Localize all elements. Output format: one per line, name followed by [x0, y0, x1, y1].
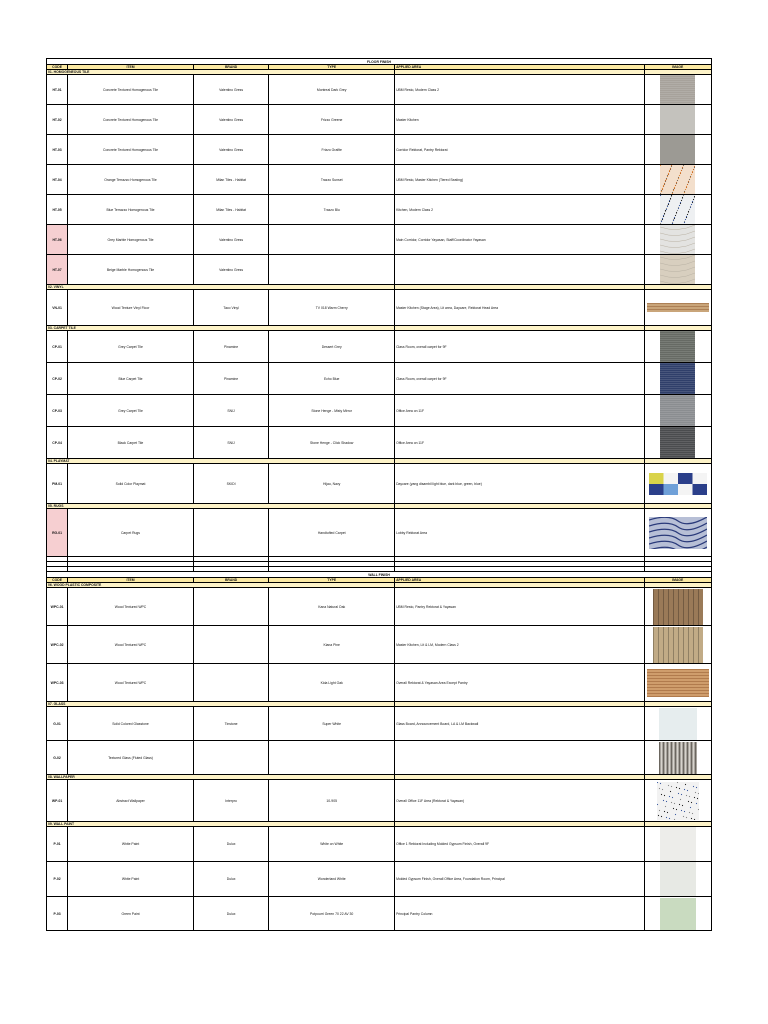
cell-code: P-03: [47, 897, 68, 931]
cell-applied-area: Office 1 Rektorat Including Molded Gypsum Finish, Overall 9F: [395, 827, 644, 862]
schedule-row: [47, 897, 712, 931]
cell-type: Kana Natural Oak: [269, 588, 395, 626]
cell-image: [644, 862, 711, 897]
cell-type: TV 018 Warm Cherry: [269, 290, 395, 326]
schedule-row: [47, 464, 712, 504]
cell-code: G-02: [47, 741, 68, 775]
material-swatch-image: [647, 669, 709, 697]
category-label: 02. VINYL: [47, 285, 395, 290]
header-area: APPLIED AREA: [395, 65, 644, 70]
cell-item: Solid Color Playmat: [68, 464, 194, 504]
cell-brand: Valentino Gress: [193, 255, 268, 285]
schedule-row: [47, 135, 712, 165]
cell-type: Dessert Grey: [269, 331, 395, 363]
material-swatch-image: [660, 363, 695, 394]
cell-image: [644, 331, 711, 363]
cell-item: Wood Textured WPC: [68, 626, 194, 664]
header-item: ITEM: [68, 65, 194, 70]
cell-brand: Milan Tiles - Habitat: [193, 165, 268, 195]
cell-code: WPC-02: [47, 626, 68, 664]
cell-brand: Interpro: [193, 780, 268, 822]
cell-type: Frizzo Greene: [269, 105, 395, 135]
cell-applied-area: Overall Office 11F Area (Rektorat & Yayasan): [395, 780, 644, 822]
cell-brand: [193, 509, 268, 557]
cell-item: Blue Carpet Tile: [68, 363, 194, 395]
category-label: 05. RUGS: [47, 504, 395, 509]
cell-applied-area: Office Area on 11F: [395, 427, 644, 459]
cell-code: RG-01: [47, 509, 68, 557]
cell-type: Stone Henge - Click Shadow: [269, 427, 395, 459]
cell-type: Wonderland White: [269, 862, 395, 897]
cell-applied-area: UBM Resto, Master Kitchen (Tiered Seating): [395, 165, 644, 195]
material-swatch-image: [653, 589, 703, 625]
material-swatch-image: [649, 517, 707, 549]
material-swatch-image: [647, 303, 709, 312]
material-swatch-image: [649, 473, 707, 495]
cell-type: 10-905: [269, 780, 395, 822]
cell-image: [644, 105, 711, 135]
cell-image: [644, 225, 711, 255]
header-type: TYPE: [269, 578, 395, 583]
cell-image: [644, 135, 711, 165]
category-label: 03. CARPET TILE: [47, 326, 395, 331]
cell-applied-area: Kitchen, Modern Class 2: [395, 195, 644, 225]
cell-brand: Tinstone: [193, 707, 268, 741]
schedule-row: [47, 331, 712, 363]
category-label: 07. GLASS: [47, 702, 395, 707]
cell-type: Montreal Dark Grey: [269, 75, 395, 105]
cell-image: [644, 827, 711, 862]
cell-item: White Paint: [68, 827, 194, 862]
cell-code: HT-01: [47, 75, 68, 105]
cell-brand: Dulux: [193, 862, 268, 897]
cell-code: CP-02: [47, 363, 68, 395]
header-item: ITEM: [68, 578, 194, 583]
cell-image: [644, 780, 711, 822]
material-swatch-image: [660, 898, 696, 930]
category-label: 08. WALLPAPER: [47, 775, 395, 780]
cell-image: [644, 75, 711, 105]
schedule-row: [47, 588, 712, 626]
cell-code: HT-07: [47, 255, 68, 285]
cell-image: [644, 626, 711, 664]
cell-code: CP-04: [47, 427, 68, 459]
cell-brand: [193, 741, 268, 775]
schedule-row: [47, 255, 712, 285]
material-swatch-image: [660, 862, 696, 896]
material-swatch-image: [660, 165, 695, 194]
cell-image: [644, 509, 711, 557]
category-label: 01. HOMOGENEOUS TILE: [47, 70, 395, 75]
cell-image: [644, 464, 711, 504]
cell-item: Concrete Textured Homogenous Tile: [68, 105, 194, 135]
wall-finish-title-text: WALL FINISH: [47, 572, 712, 578]
finish-schedule-sheet: [46, 58, 712, 931]
category-label: 09. WALL PAINT: [47, 822, 395, 827]
cell-applied-area: [395, 255, 644, 285]
material-swatch-image: [660, 135, 695, 164]
cell-type: Kida Light Oak: [269, 664, 395, 702]
material-swatch-image: [657, 782, 699, 820]
cell-code: HT-02: [47, 105, 68, 135]
cell-item: Solid Colored Glasstone: [68, 707, 194, 741]
cell-applied-area: Class Room, overall carpet for 9F: [395, 363, 644, 395]
cell-code: VN-01: [47, 290, 68, 326]
material-swatch-image: [660, 427, 695, 458]
cell-type: Trazzo Sunset: [269, 165, 395, 195]
schedule-row: [47, 75, 712, 105]
material-swatch-image: [653, 627, 703, 663]
cell-code: HT-06: [47, 225, 68, 255]
header-code: CODE: [47, 65, 68, 70]
cell-image: [644, 707, 711, 741]
schedule-row: [47, 427, 712, 459]
cell-item: Concrete Textured Homogenous Tile: [68, 75, 194, 105]
cell-brand: Valentino Gress: [193, 135, 268, 165]
cell-image: [644, 741, 711, 775]
cell-image: [644, 195, 711, 225]
cell-brand: [193, 626, 268, 664]
cell-item: Beige Marble Homogenous Tile: [68, 255, 194, 285]
cell-code: WP-01: [47, 780, 68, 822]
cell-brand: Pinamine: [193, 331, 268, 363]
schedule-row: [47, 509, 712, 557]
cell-applied-area: UBM Resto, Modern Class 2: [395, 75, 644, 105]
cell-item: Grey Carpet Tile: [68, 331, 194, 363]
header-type: TYPE: [269, 65, 395, 70]
cell-item: White Paint: [68, 862, 194, 897]
cell-brand: Valentino Gress: [193, 105, 268, 135]
cell-image: [644, 897, 711, 931]
schedule-row: [47, 225, 712, 255]
cell-brand: Dulux: [193, 827, 268, 862]
cell-item: Textured Glass (Fluted Glass): [68, 741, 194, 775]
cell-applied-area: [395, 741, 644, 775]
cell-item: Grey Marble Homogenous Tile: [68, 225, 194, 255]
cell-type: Super White: [269, 707, 395, 741]
cell-type: [269, 225, 395, 255]
cell-type: Handtufted Carpet: [269, 509, 395, 557]
cell-item: Wood Textured WPC: [68, 588, 194, 626]
cell-applied-area: Office Area on 11F: [395, 395, 644, 427]
header-code: CODE: [47, 578, 68, 583]
cell-code: HT-05: [47, 195, 68, 225]
schedule-row: [47, 195, 712, 225]
cell-item: Orange Terrazzo Homogenous Tile: [68, 165, 194, 195]
cell-type: Frizzo Grafite: [269, 135, 395, 165]
schedule-row: [47, 165, 712, 195]
cell-applied-area: Daycare (yang disambil light blue, dark blue, green, blue): [395, 464, 644, 504]
material-swatch-image: [660, 225, 695, 254]
cell-image: [644, 255, 711, 285]
cell-code: P-01: [47, 827, 68, 862]
finish-schedule-table: [46, 58, 712, 931]
schedule-row: [47, 363, 712, 395]
cell-applied-area: Overall Rektorat & Yayasan Area Except Pantry: [395, 664, 644, 702]
cell-brand: [193, 664, 268, 702]
cell-applied-area: Master Kitchen, Lit & LM, Modern Class 2: [395, 626, 644, 664]
cell-item: Carpet Rugs: [68, 509, 194, 557]
cell-code: G-01: [47, 707, 68, 741]
cell-brand: SNIJ: [193, 427, 268, 459]
schedule-row: [47, 290, 712, 326]
cell-code: PM-01: [47, 464, 68, 504]
cell-brand: SKIDI: [193, 464, 268, 504]
cell-type: Echo Blue: [269, 363, 395, 395]
schedule-row: [47, 395, 712, 427]
schedule-row: [47, 780, 712, 822]
cell-code: P-02: [47, 862, 68, 897]
cell-code: WPC-03: [47, 664, 68, 702]
category-label: 06. WOOD PLASTIC COMPOSITE: [47, 583, 395, 588]
material-swatch-image: [660, 827, 696, 861]
cell-applied-area: UBM Resto, Pantry Rektorat & Yayasan: [395, 588, 644, 626]
material-swatch-image: [659, 708, 697, 740]
cell-code: HT-04: [47, 165, 68, 195]
cell-brand: Taco Vinyl: [193, 290, 268, 326]
material-swatch-image: [660, 75, 695, 104]
cell-type: Trazzo Blu: [269, 195, 395, 225]
header-brand: BRAND: [193, 578, 268, 583]
cell-type: Potpourri Green 70 22 AV 30: [269, 897, 395, 931]
schedule-row: [47, 741, 712, 775]
cell-brand: SNIJ: [193, 395, 268, 427]
cell-image: [644, 588, 711, 626]
cell-image: [644, 427, 711, 459]
cell-image: [644, 290, 711, 326]
cell-type: [269, 741, 395, 775]
material-swatch-image: [660, 195, 695, 224]
header-image: IMAGE: [644, 578, 711, 583]
cell-image: [644, 664, 711, 702]
cell-applied-area: Glass Board, Announcement Board, LA & LM Backwall: [395, 707, 644, 741]
cell-applied-area: Master Kitchen: [395, 105, 644, 135]
cell-item: Wood Textured WPC: [68, 664, 194, 702]
cell-brand: Pinamine: [193, 363, 268, 395]
header-brand: BRAND: [193, 65, 268, 70]
schedule-row: [47, 827, 712, 862]
category-label: 04. PLAYMAT: [47, 459, 395, 464]
cell-item: Green Paint: [68, 897, 194, 931]
floor-finish-title-text: FLOOR FINISH: [47, 59, 712, 65]
cell-type: Kiana Pine: [269, 626, 395, 664]
cell-applied-area: Class Room, overall carpet for 9F: [395, 331, 644, 363]
cell-type: Stone Henge - Misty Mirror: [269, 395, 395, 427]
material-swatch-image: [660, 331, 695, 362]
cell-brand: Dulux: [193, 897, 268, 931]
cell-type: White on White: [269, 827, 395, 862]
material-swatch-image: [660, 255, 695, 284]
cell-code: CP-01: [47, 331, 68, 363]
cell-image: [644, 395, 711, 427]
cell-applied-area: Main Corridor, Corridor Yayasan, Staff/Coordinator Yayasan: [395, 225, 644, 255]
cell-applied-area: Lobby Rektorat Area: [395, 509, 644, 557]
cell-brand: Milan Tiles - Habitat: [193, 195, 268, 225]
cell-code: HT-03: [47, 135, 68, 165]
cell-type: [269, 255, 395, 285]
cell-applied-area: Principal Pantry Column: [395, 897, 644, 931]
cell-item: Grey Carpet Tile: [68, 395, 194, 427]
schedule-row: [47, 105, 712, 135]
material-swatch-image: [660, 395, 695, 426]
cell-applied-area: Master Kitchen (Stage Area), Lit area, Daycare, Rektorat Head Area: [395, 290, 644, 326]
schedule-row: [47, 862, 712, 897]
cell-brand: Valentino Gress: [193, 225, 268, 255]
cell-image: [644, 165, 711, 195]
cell-image: [644, 363, 711, 395]
cell-brand: [193, 588, 268, 626]
cell-code: WPC-01: [47, 588, 68, 626]
schedule-row: [47, 707, 712, 741]
header-image: IMAGE: [644, 65, 711, 70]
cell-applied-area: Molded Gypsum Finish, Overall Office Area, Foundation Room, Principal: [395, 862, 644, 897]
cell-item: Blue Terrazzo Homogenous Tile: [68, 195, 194, 225]
cell-item: Wood Texture Vinyl Floor: [68, 290, 194, 326]
schedule-row: [47, 664, 712, 702]
schedule-row: [47, 626, 712, 664]
material-swatch-image: [659, 742, 697, 774]
cell-type: Hijau, Navy: [269, 464, 395, 504]
cell-brand: Valentino Gress: [193, 75, 268, 105]
cell-item: Abstract Wallpaper: [68, 780, 194, 822]
header-area: APPLIED AREA: [395, 578, 644, 583]
cell-item: Black Carpet Tile: [68, 427, 194, 459]
cell-applied-area: Corridor Rektorat, Pantry Rektorat: [395, 135, 644, 165]
cell-code: CP-03: [47, 395, 68, 427]
material-swatch-image: [660, 105, 695, 134]
cell-item: Concrete Textured Homogenous Tile: [68, 135, 194, 165]
